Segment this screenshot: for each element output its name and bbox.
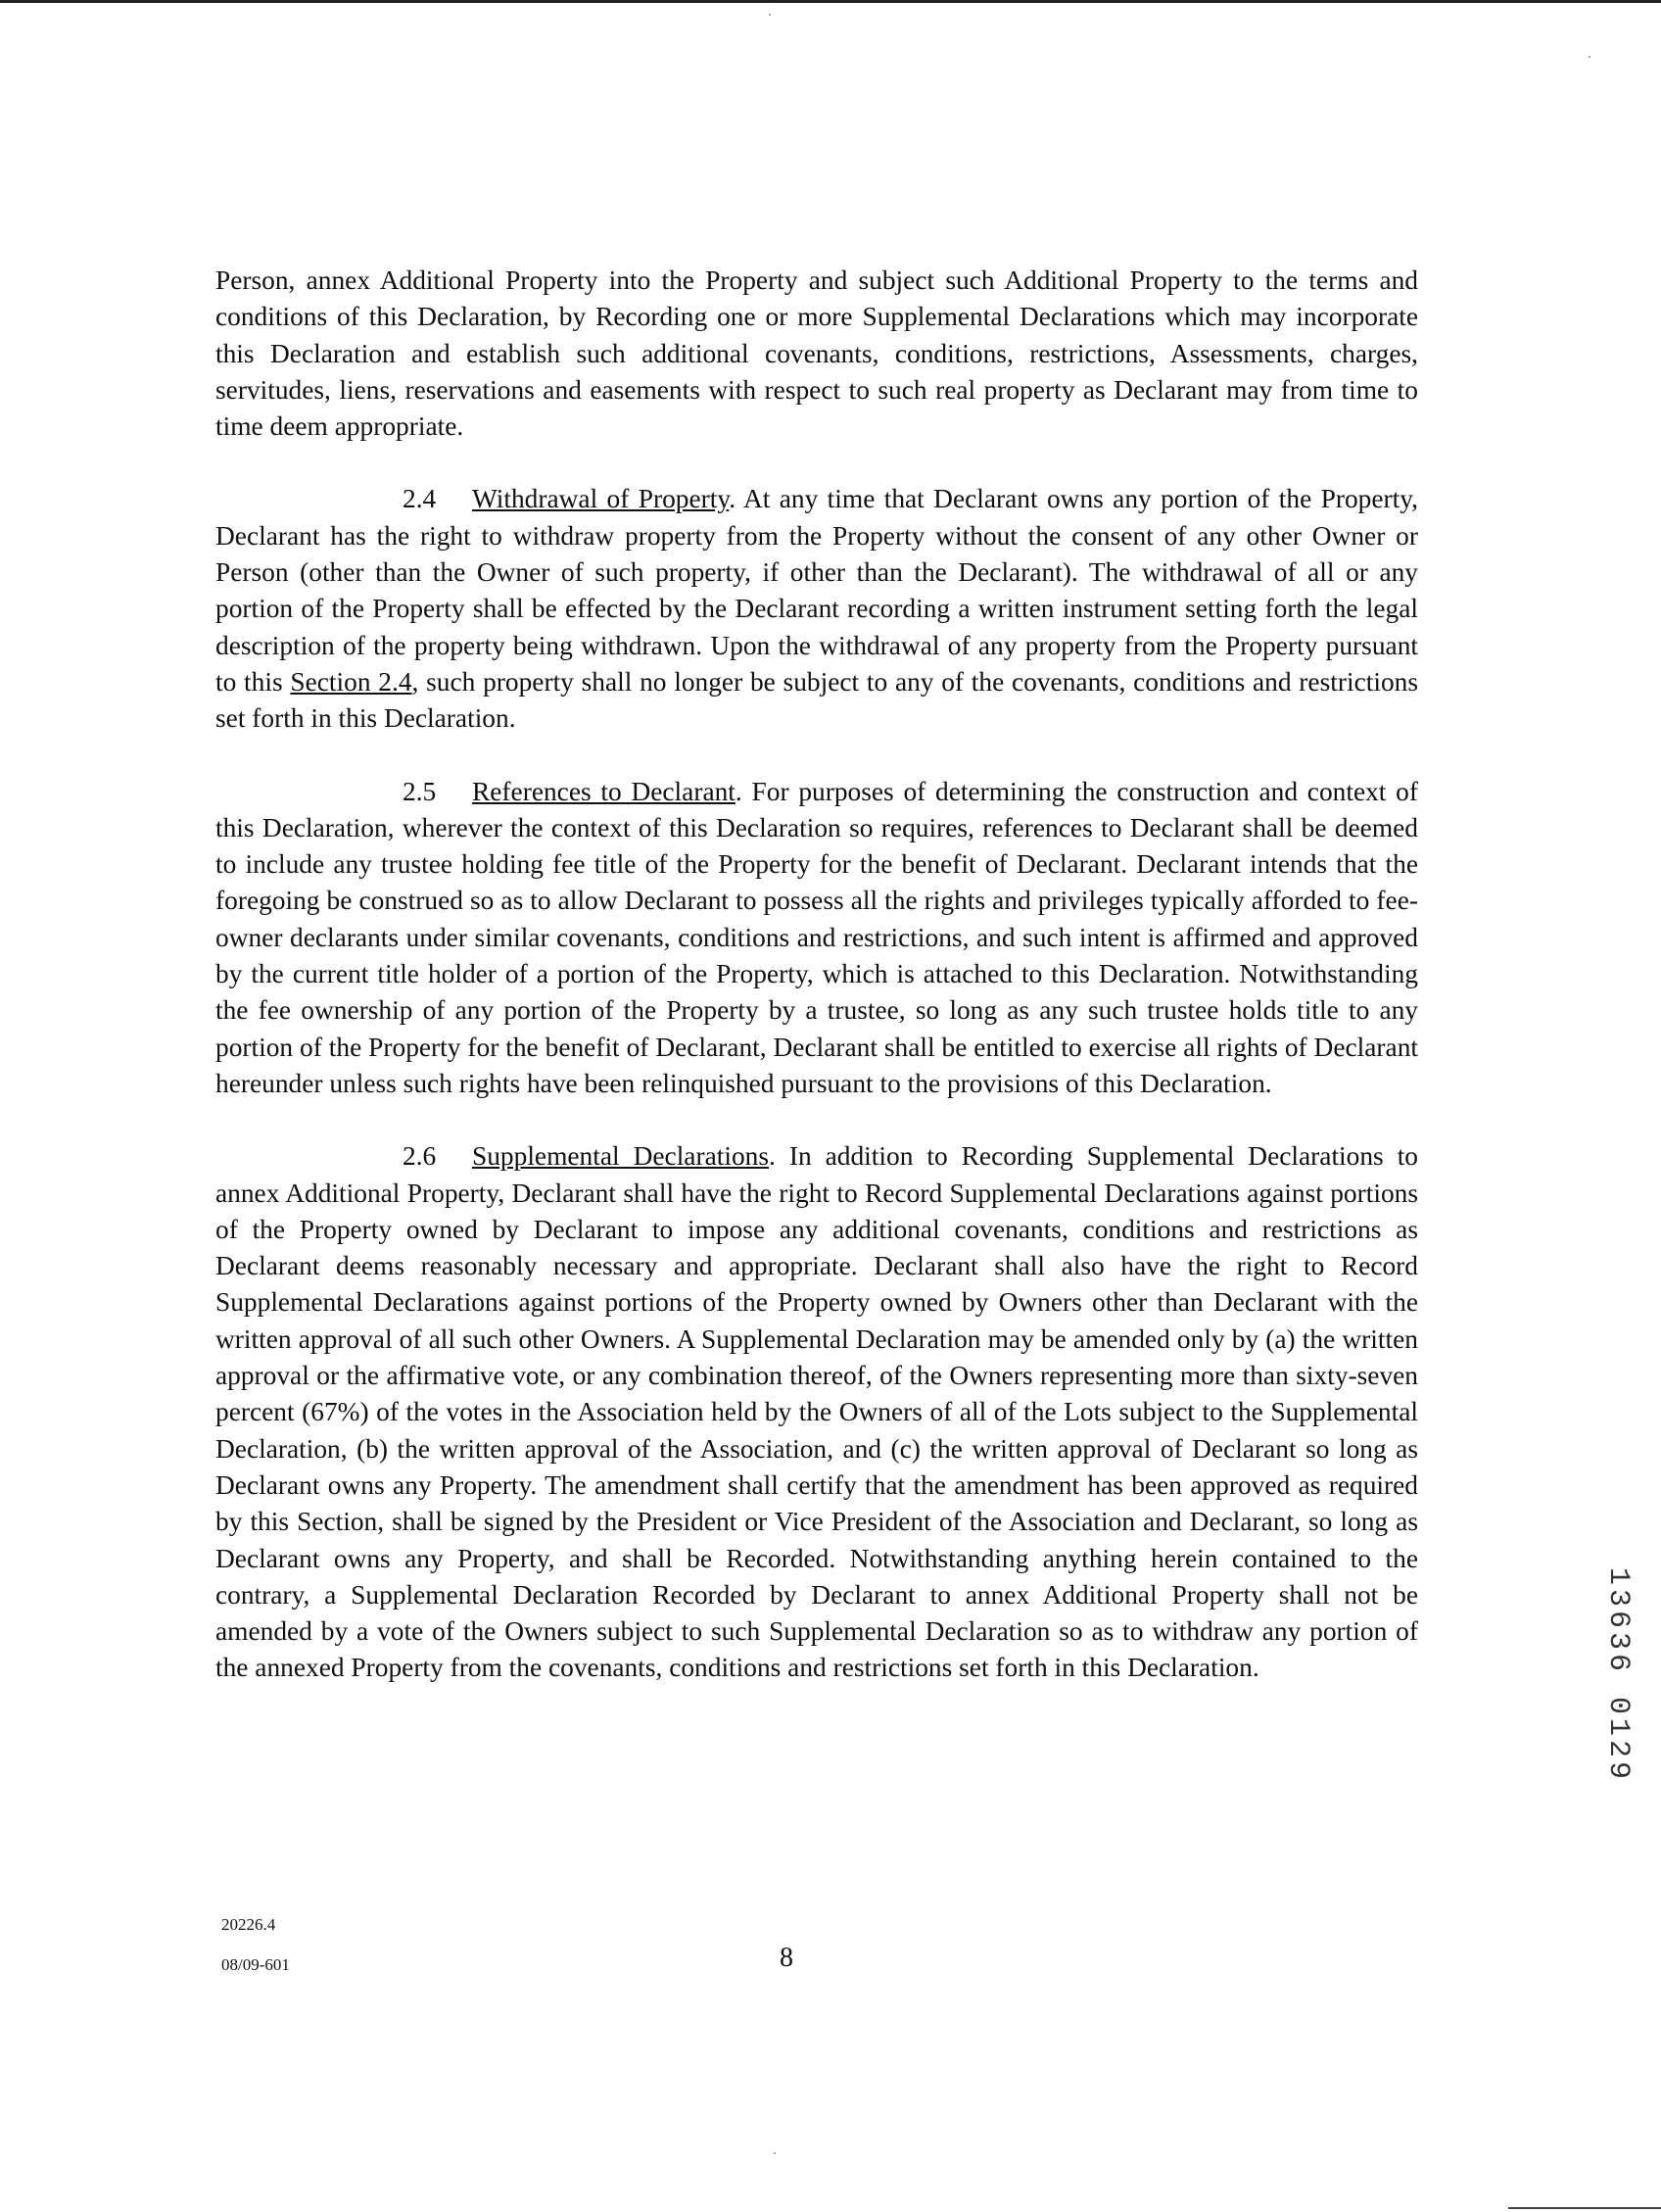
scan-speck <box>1589 56 1590 58</box>
section-heading: References to Declarant <box>472 776 736 806</box>
section-text: . In addition to Recording Supplemental Declarations to annex Additional Property, Declarant shall have the right to Record Supplemental Declarations against portions of the Property owned by Declarant to impose any additional covenants, conditions and restrictions as Declarant deems reasonably necessary and appropriate. Declarant shall also have the right to Record Supplemental Declarations against portions of the Property owned by Owners other than Declarant with the written approval of all such other Owners. A Supplemental Declaration may be amended only by (a) the written approval or the affirmative vote, or any combination thereof, of the Owners representing more than sixty-seven percent (67%) of the votes in the Association held by the Owners of all of the Lots subject to the Supplemental Declaration, (b) the written approval of the Association, and (c) the written approval of Declarant so long as Declarant owns any Property. The amendment shall certify that the amendment has been approved as required by this Section, shall be signed by the President or Vice President of the Association and Declarant, so long as Declarant owns any Property, and shall be Recorded. Notwithstanding anything herein contained to the contrary, a Supplemental Declaration Recorded by Declarant to annex Additional Property shall not be amended by a vote of the Owners subject to such Supplemental Declaration so as to withdraw any portion of the annexed Property from the covenants, conditions and restrictions set forth in this Declaration. <box>215 1141 1418 1683</box>
page-body <box>215 263 1418 1723</box>
section-reference: Section 2.4 <box>290 666 412 697</box>
section-number: 2.4 <box>403 484 437 514</box>
section-number: 2.5 <box>403 776 437 806</box>
top-scan-edge <box>0 0 1661 3</box>
section-heading: Withdrawal of Property <box>472 484 730 514</box>
scan-speck <box>774 2152 776 2154</box>
section-2-4 <box>215 481 1418 737</box>
page-number: 8 <box>780 1943 793 1973</box>
section-2-5 <box>215 774 1418 1103</box>
intro-paragraph: Person, annex Additional Property into the Property and subject such Additional Property to the terms and conditions of this Declaration, by Recording one or more Supplemental Declarations which may incorporate this Declaration and establish such additional covenants, conditions, restrictions, Assessments, charges, servitudes, liens, reservations and easements with respect to such real property as Declarant may from time to time deem appropriate. <box>215 265 1418 442</box>
margin-stamp: 13636 0129 <box>1601 1567 1635 1784</box>
section-text-continued: , such property shall no longer be subject to any of the covenants, conditions and restrictions set forth in this Declaration. <box>215 666 1418 734</box>
section-2-6 <box>215 1138 1418 1686</box>
section-number: 2.6 <box>403 1141 437 1172</box>
footer-doc-ref: 08/09-601 <box>221 1955 290 1974</box>
footer-doc-code: 20226.4 <box>221 1915 276 1934</box>
bottom-scan-edge <box>1508 2207 1661 2209</box>
section-text: . For purposes of determining the construction and context of this Declaration, wherever the context of this Declaration so requires, references to Declarant shall be deemed to include any trustee holding fee title of the Property for the benefit of Declarant. Declarant intends that the foregoing be construed so as to allow Declarant to possess all the rights and privileges typically afforded to fee-owner declarants under similar covenants, conditions and restrictions, and such intent is affirmed and approved by the current title holder of a portion of the Property, which is attached to this Declaration. Notwithstanding the fee ownership of any portion of the Property by a trustee, so long as any such trustee holds title to any portion of the Property for the benefit of Declarant, Declarant shall be entitled to exercise all rights of Declarant hereunder unless such rights have been relinquished pursuant to the provisions of this Declaration. <box>215 776 1418 1098</box>
section-text: . At any time that Declarant owns any portion of the Property, Declarant has the right to withdraw property from the Property without the consent of any other Owner or Person (other than the Owner of such property, if other than the Declarant). The withdrawal of all or any portion of the Property shall be effected by the Declarant recording a written instrument setting forth the legal description of the property being withdrawn. Upon the withdrawal of any property from the Property pursuant to this <box>215 484 1418 697</box>
scan-speck <box>769 14 771 16</box>
section-heading: Supplemental Declarations <box>472 1141 770 1172</box>
